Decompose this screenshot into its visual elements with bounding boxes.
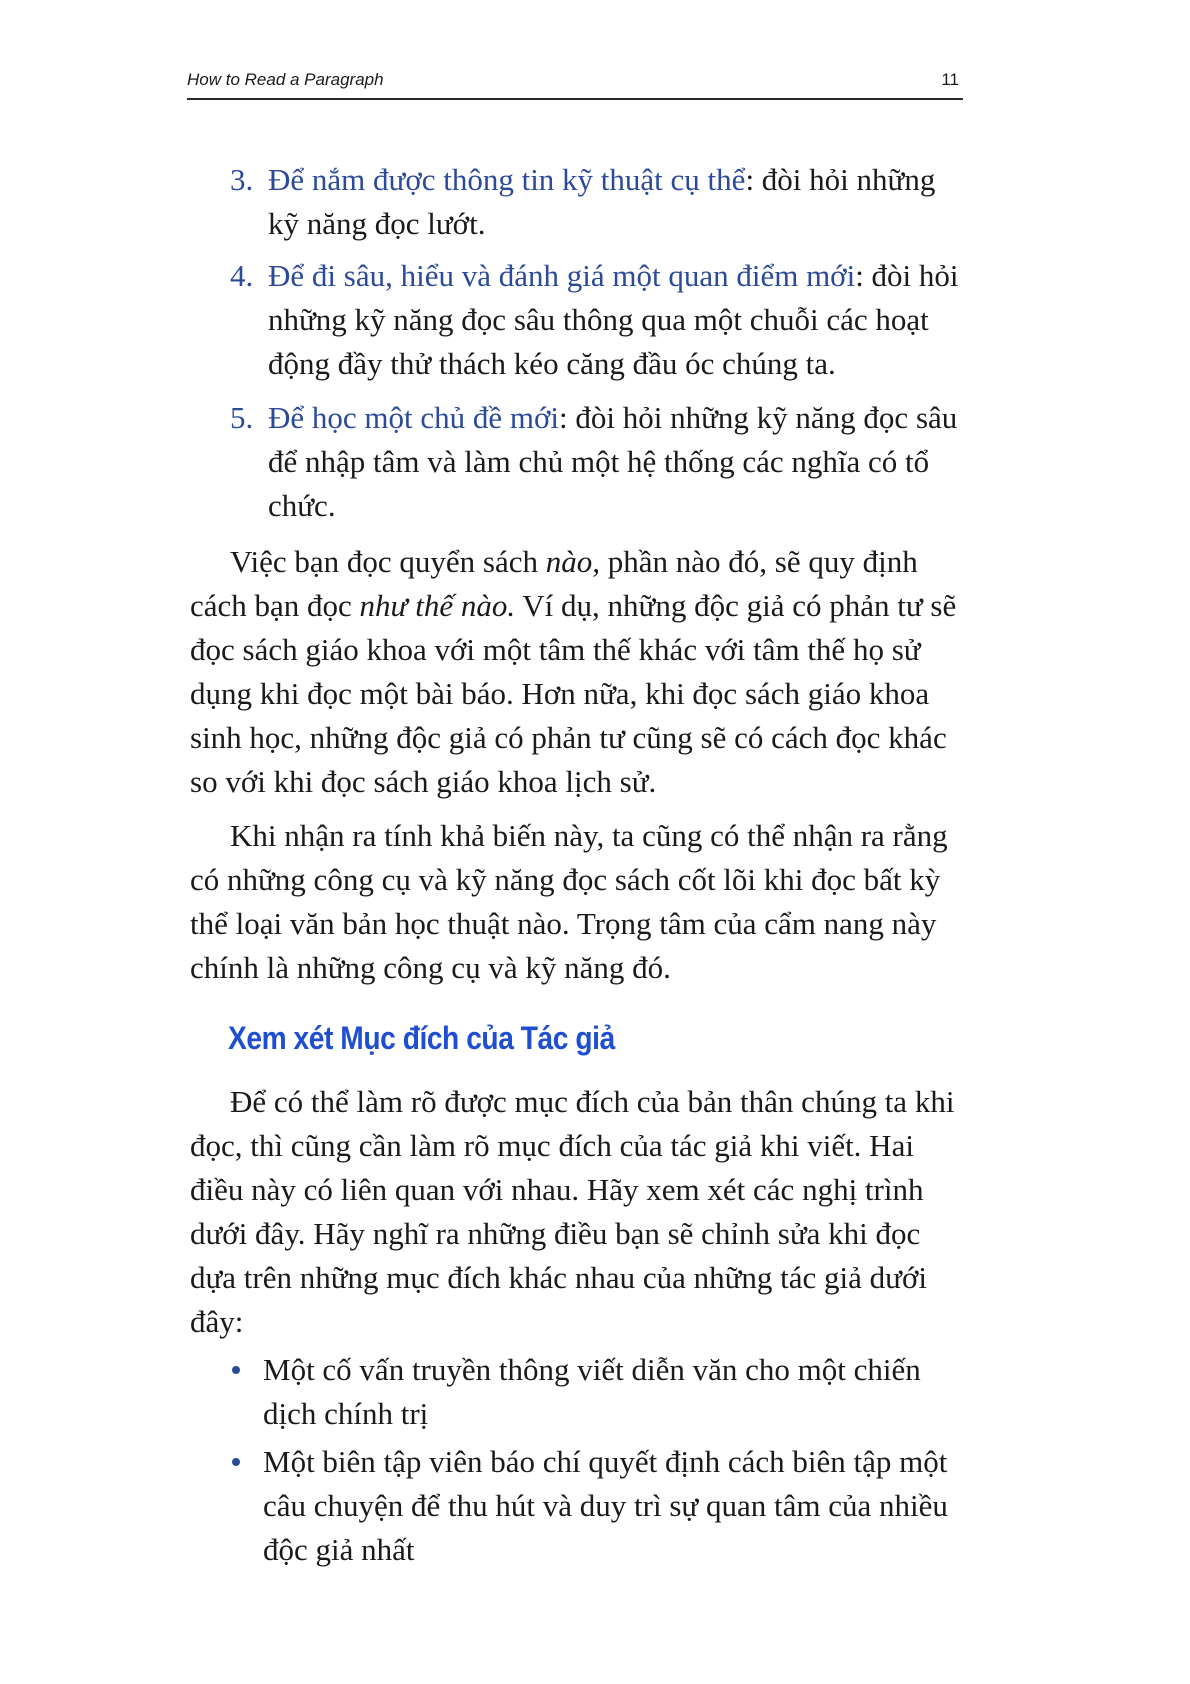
paragraph-text: Khi nhận ra tính khả biến này, ta cũng có thể nhận ra rằng có những công cụ và kỹ năng đọc sách cốt lõi khi đọc bất kỳ thể loại văn bản học thuật nào. Trọng tâm của cẩm nang này chính là những công cụ và kỹ năng đó. [190, 818, 948, 985]
item-number: 5. [230, 400, 254, 435]
paragraph-author-purpose [190, 1080, 965, 1344]
numbered-item-5 [230, 396, 968, 528]
item-number: 3. [230, 162, 254, 197]
bullet-text: Một cố vấn truyền thông viết diễn văn cho một chiến dịch chính trị [263, 1352, 921, 1431]
paragraph-emphasis: như thế nào. [359, 588, 516, 623]
page-number: 11 [941, 70, 959, 89]
paragraph-text: Việc bạn đọc quyển sách [230, 544, 546, 579]
item-lead: Để đi sâu, hiểu và đánh giá một quan điểm mới [268, 258, 856, 293]
item-lead: Để học một chủ đề mới [268, 400, 560, 435]
bullet-item [263, 1440, 968, 1572]
section-heading: Xem xét Mục đích của Tác giả [228, 1020, 615, 1056]
bullet-item [263, 1348, 968, 1436]
running-header [187, 68, 963, 100]
bullet-dot-icon [232, 1458, 240, 1466]
paragraph-text: Ví dụ, những độc giả có phản tư sẽ đọc sách giáo khoa với một tâm thế khác với tâm thế họ sử dụng khi đọc một bài báo. Hơn nữa, khi đọc sách giáo khoa sinh học, những độc giả có phản tư cũng sẽ có cách đọc khác so với khi đọc sách giáo khoa lịch sử. [190, 588, 957, 799]
paragraph-reading-purpose [190, 540, 965, 804]
paragraph-variability [190, 814, 965, 990]
paragraph-emphasis: nào, [545, 544, 601, 579]
item-text: : đòi hỏi những kỹ năng đọc sâu thông qua một chuỗi các hoạt động đầy thử thách kéo căng đầu óc chúng ta. [268, 258, 959, 381]
item-lead: Để nắm được thông tin kỹ thuật cụ thể [268, 162, 746, 197]
item-text: : đòi hỏi những kỹ năng đọc lướt. [268, 162, 936, 241]
numbered-item-3 [230, 158, 968, 246]
paragraph-text: Để có thể làm rõ được mục đích của bản thân chúng ta khi đọc, thì cũng cần làm rõ mục đích của tác giả khi viết. Hai điều này có liên quan với nhau. Hãy xem xét các nghị trình dưới đây. Hãy nghĩ ra những điều bạn sẽ chỉnh sửa khi đọc dựa trên những mục đích khác nhau của những tác giả dưới đây: [190, 1084, 955, 1339]
item-text: : đòi hỏi những kỹ năng đọc sâu để nhập tâm và làm chủ một hệ thống các nghĩa có tổ chức. [268, 400, 958, 523]
bullet-text: Một biên tập viên báo chí quyết định cách biên tập một câu chuyện để thu hút và duy trì sự quan tâm của nhiều độc giả nhất [263, 1444, 948, 1567]
paragraph-text: phần nào đó, sẽ quy định cách bạn đọc [190, 544, 918, 623]
bullet-dot-icon [232, 1366, 240, 1374]
item-number: 4. [230, 258, 254, 293]
running-header-title: How to Read a Paragraph [187, 70, 384, 89]
numbered-item-4 [230, 254, 968, 386]
